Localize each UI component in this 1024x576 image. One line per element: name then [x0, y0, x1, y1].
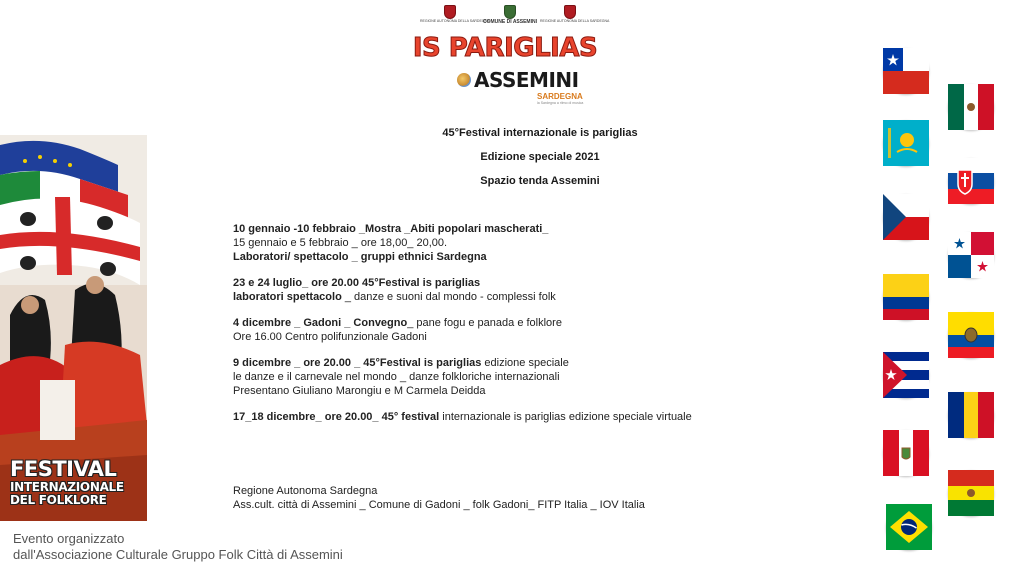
poster-title-line: DEL FOLKLORE — [10, 493, 107, 507]
program-line: Laboratori/ spettacolo _ gruppi ethnici Sardegna — [233, 251, 487, 263]
sardegna-tagline: la Sardegna a ritmo di musica — [537, 101, 584, 105]
venue-heading: Spazio tenda Assemini — [480, 175, 600, 187]
program-item — [233, 410, 833, 424]
program-line — [233, 316, 833, 330]
peru-flag-icon — [883, 430, 929, 476]
footer-line: Evento organizzato — [13, 531, 125, 546]
program-list — [233, 222, 833, 436]
kazakhstan-flag-icon — [883, 120, 929, 166]
poster-title-line: FESTIVAL — [10, 457, 117, 481]
sardegna-label: SARDEGNA — [537, 92, 583, 101]
bolivia-flag-icon — [948, 470, 994, 516]
program-line-rest: _ danze e suoni dal mondo - complessi folk — [341, 291, 556, 303]
logo-subtitle: ASSEMINI — [474, 68, 579, 92]
festival-poster — [0, 135, 147, 521]
poster-title — [10, 457, 145, 507]
cuba-flag-icon — [883, 352, 929, 398]
crest-left-caption: REGIONE AUTONOMA DELLA SARDEGNA — [420, 19, 490, 23]
program-line-bold: 17_18 dicembre_ ore 20.00_ 45° festival — [233, 411, 440, 423]
slovakia-flag-icon — [948, 158, 994, 204]
program-line: Presentano Giuliano Marongiu e M Carmela Deidda — [233, 385, 486, 397]
program-line: 23 e 24 luglio_ ore 20.00 45°Festival is pariglias — [233, 277, 481, 289]
organizer-footer — [13, 531, 343, 563]
program-line-bold: laboratori spettacolo — [233, 291, 342, 303]
logo-title: IS PARIGLIAS — [412, 33, 598, 63]
crest-shield-icon — [444, 5, 456, 19]
festival-heading: 45°Festival internazionale is pariglias — [442, 127, 638, 139]
edition-heading: Edizione speciale 2021 — [480, 151, 600, 163]
mexico-flag-icon — [948, 84, 994, 130]
credits-line: Regione Autonoma Sardegna — [233, 485, 378, 497]
program-line: Ore 16.00 Centro polifunzionale Gadoni — [233, 331, 427, 343]
program-item — [233, 276, 833, 304]
crest-center — [480, 5, 540, 25]
colombia-flag-icon — [883, 274, 929, 320]
sardegna-logo — [537, 92, 597, 105]
program-line — [233, 356, 833, 370]
crest-right-caption: REGIONE AUTONOMA DELLA SARDEGNA — [540, 19, 610, 23]
program-line: 10 gennaio -10 febbraio _Mostra _Abiti popolari mascherati_ — [233, 223, 549, 235]
program-line-bold: 9 dicembre _ ore 20.00 _ 45°Festival is pariglias — [233, 357, 482, 369]
czech-republic-flag-icon — [883, 194, 929, 240]
romania-flag-icon — [948, 392, 994, 438]
credits-line: Ass.cult. città di Assemini _ Comune di Gadoni _ folk Gadoni_ FITP Italia _ IOV Italia — [233, 499, 645, 511]
chile-flag-icon — [883, 48, 929, 94]
program-line: 15 gennaio e 5 febbraio _ ore 18,00_ 20,00. — [233, 237, 448, 249]
program-line-bold: 4 dicembre _ Gadoni _ Convegno — [233, 317, 408, 329]
ecuador-flag-icon — [948, 312, 994, 358]
program-line-rest: internazionale is pariglias edizione speciale virtuale — [439, 411, 692, 423]
program-line-rest: _ pane fogu e panada e folklore — [407, 317, 562, 329]
brazil-flag-icon — [886, 504, 932, 550]
crest-right — [540, 5, 610, 23]
header-crests — [420, 5, 610, 33]
credits — [233, 484, 833, 512]
crest-left — [420, 5, 490, 23]
footer-line: dall'Associazione Culturale Gruppo Folk Città di Assemini — [13, 547, 343, 562]
logo-emblem-icon — [457, 73, 471, 87]
panama-flag-icon — [948, 232, 994, 278]
program-item — [233, 222, 833, 264]
program-line — [233, 290, 833, 304]
crest-shield-icon — [564, 5, 576, 19]
program-line-rest: edizione speciale — [481, 357, 569, 369]
program-line: le danze e il carnevale nel mondo _ danze folkloriche internazionali — [233, 371, 560, 383]
program-item — [233, 316, 833, 344]
program-item — [233, 356, 833, 398]
poster-title-line: INTERNAZIONALE — [10, 480, 124, 494]
crest-shield-icon — [504, 5, 516, 19]
crest-center-caption: COMUNE DI ASSEMINI — [483, 19, 537, 25]
program-line — [233, 410, 833, 424]
